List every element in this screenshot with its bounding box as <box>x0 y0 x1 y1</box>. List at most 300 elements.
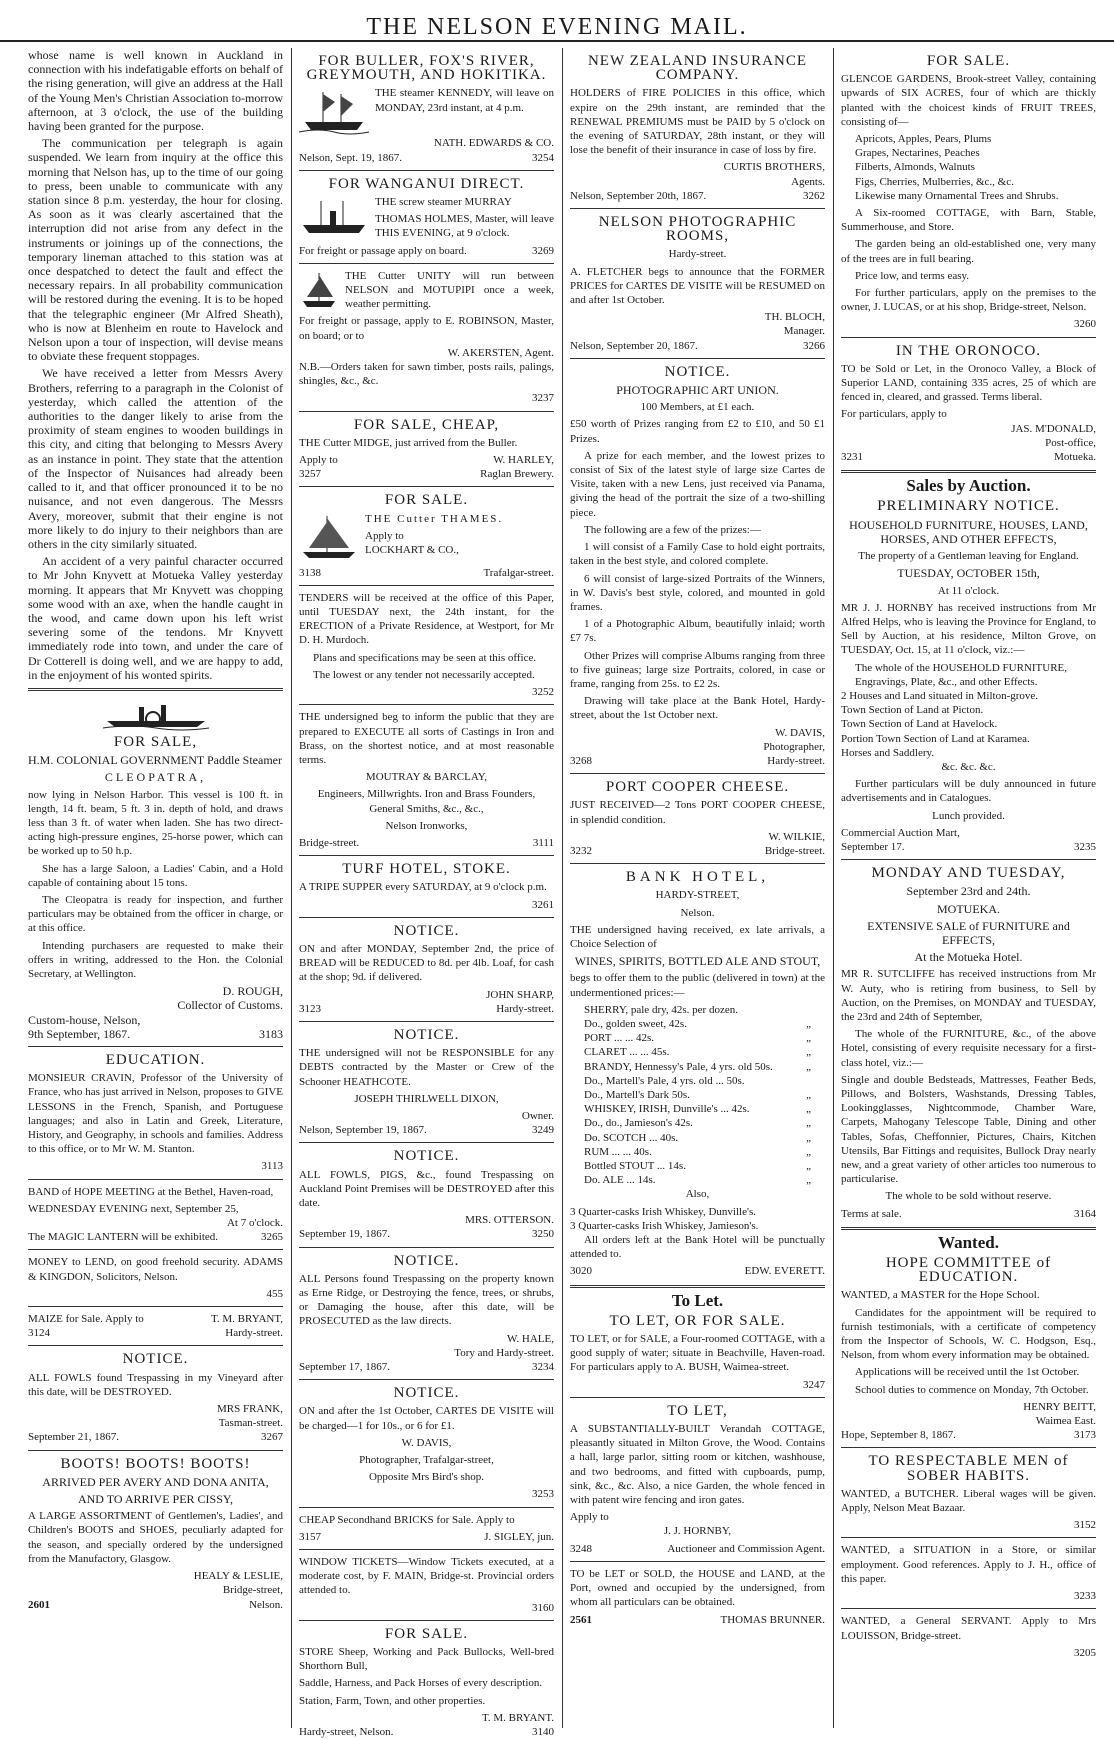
ad-title: NEW ZEALAND INSURANCE COMPANY. <box>587 53 808 84</box>
ad-signature: THOMAS BRUNNER. <box>720 1613 825 1626</box>
ad-signature: Post-office, <box>1045 436 1096 449</box>
divider <box>28 688 283 691</box>
ad-number: 3152 <box>1074 1519 1096 1532</box>
ad-signature: Waimea East. <box>1035 1415 1096 1428</box>
ad-signature: Photographer, <box>763 740 825 753</box>
ad-body: £50 worth of Prizes ranging from £2 to £10, and 50 £1 Prizes. <box>570 418 825 445</box>
divider <box>570 863 825 864</box>
ad-number: 3249 <box>532 1124 554 1137</box>
price-row <box>570 1045 825 1059</box>
ad-number: 3160 <box>532 1601 554 1614</box>
divider <box>841 1608 1096 1609</box>
ad-subtitle: TUESDAY, OCTOBER 15th, <box>897 566 1040 581</box>
divider <box>28 1046 283 1047</box>
ad-signature: HENRY BEITT, <box>1023 1400 1096 1413</box>
ad-subtitle: HARDY-STREET, <box>655 889 740 902</box>
ad-signature: Agents. <box>791 175 825 188</box>
divider <box>28 1450 283 1451</box>
ad-body: MAIZE for Sale. Apply to <box>28 1313 144 1326</box>
ad-signature: HEALY & LESLIE, <box>193 1570 283 1583</box>
divider <box>299 1247 554 1248</box>
ad-address: Hardy-street. <box>767 754 825 767</box>
news-paragraph: We have received a letter from Messrs Avery Brothers, referring to a paragraph in the Colonist of yesterday, which called the attention of the authorities to the danger likely to arise from the proximity of steam engines to wooden buildings in this city, and citing that belonging to Messrs Avery as an instance in point. They state that the attention of the Inspector of Nuisances had already been called to it, and that officer pronounced it to be no nuisance, and not even dangerous. The Messrs Avery, moreover, submit that their engine is not more likely to do injury to their neighbors than are others in the city similarly situated. <box>28 366 283 551</box>
ad-signature: Tory and Hardy-street. <box>454 1346 554 1359</box>
ad-body: MR J. J. HORNBY has received instructions from Mr Alfred Helps, who is leaving the Province for England, to Sell by Auction, at his residence, Milton Grove, on TUESDAY, Oct. 15, at 11 o'clock, viz.:— <box>841 601 1096 657</box>
divider <box>841 470 1096 473</box>
ad-number: 3234 <box>532 1361 554 1374</box>
column-rule <box>562 48 563 1728</box>
ad-date: Nelson, September 20, 1867. <box>570 339 698 352</box>
ad-signature: JOHN SHARP, <box>486 988 554 1001</box>
divider <box>570 1397 825 1398</box>
price-item: Bottled STOUT ... 14s. <box>584 1160 686 1173</box>
ad-line: Also, <box>685 1188 710 1201</box>
news-paragraph: whose name is well known in Auckland in connection with his indefatigable efforts on behalf of the rising generation, will give an address at the Hall of the Young Men's Christian Association to-morrow afternoon, at 3 o'clock, the use of the building having been granted for the purpose. <box>28 48 283 134</box>
ad-address: Trafalgar-street. <box>483 566 554 579</box>
ad-date: Hope, September 8, 1867. <box>841 1429 956 1442</box>
ad-date: Nelson, September 20th, 1867. <box>570 189 707 202</box>
ad-date: 9th September, 1867. <box>28 1026 131 1041</box>
ad-subtitle: Nelson. <box>680 906 715 919</box>
ad-signature: Owner. <box>521 1109 554 1122</box>
ad-title: FOR WANGANUI DIRECT. <box>328 175 525 192</box>
section-heading: Sales by Auction. <box>906 476 1031 496</box>
newspaper-title: THE NELSON EVENING MAIL. <box>366 14 748 40</box>
ditto-mark: „ <box>806 1117 811 1130</box>
ad-subtitle: PHOTOGRAPHIC ART UNION. <box>616 383 779 398</box>
column-rule <box>291 48 292 1728</box>
price-item: CLARET ... ... 45s. <box>584 1046 670 1059</box>
ad-title: TO RESPECTABLE MEN of SOBER HABITS. <box>868 1453 1069 1484</box>
ad-body: MR R. SUTCLIFFE has received instructions from Mr W. Auty, who is retiring from business, to Sell by Auction, on the Premises, on MONDAY and TUESDAY, the 23rd and 24th of September, <box>841 968 1096 1023</box>
ad-signature: Manager. <box>783 325 825 338</box>
column-4 <box>841 48 1096 1728</box>
divider <box>570 358 825 359</box>
ad-date: Nelson, September 19, 1867. <box>299 1124 427 1137</box>
ad-body: Price low, and terms easy. <box>855 269 970 282</box>
divider <box>841 1537 1096 1538</box>
divider <box>299 585 554 586</box>
ad-subtitle: HOUSEHOLD FURNITURE, HOUSES, LAND, HORSES, AND OTHER EFFECTS, <box>849 517 1088 546</box>
ad-signature: W. WILKIE, <box>768 830 825 843</box>
ad-address: Bridge-street. <box>764 844 825 857</box>
divider <box>299 1142 554 1143</box>
ad-signature: W. DAVIS, <box>775 726 825 739</box>
ad-title: PORT COOPER CHEESE. <box>605 779 790 796</box>
price-row <box>570 1116 825 1130</box>
ad-body: WINDOW TICKETS—Window Tickets executed, at a moderate cost, by F. MAIN, Bridge-st. Provincial orders attended to. <box>299 1556 554 1597</box>
ad-line: Photographer, Trafalgar-street, <box>359 1454 494 1467</box>
ad-line: Town Section of Land at Picton. <box>841 704 984 717</box>
divider <box>299 1379 554 1380</box>
news-paragraph: An accident of a very painful character occurred to Mr John Knyvett at Motueka Valley yesterday morning. It appears that Mr Knyvett was chopping some wood with an axe, when the handle caught in the wood, and came down upon his left wrist severing some of the tendons. Mr Knyvett immediately rode into town, and under the care of Dr Cotterell is doing well, and we are happy to add, in the enjoyment of his wonted spirits. <box>28 554 283 682</box>
ad-title: NOTICE. <box>393 1252 460 1269</box>
ad-line: Lunch provided. <box>932 809 1005 822</box>
ad-number: 2561 <box>570 1613 592 1626</box>
ad-body: The whole of the FURNITURE, &c., of the above Hotel, consisting of every requisite necessary for a first-class hotel, viz.:— <box>841 1028 1096 1069</box>
ad-title: IN THE ORONOCO. <box>895 342 1042 359</box>
ad-line: Opposite Mrs Bird's shop. <box>368 1471 485 1484</box>
ad-body: A TRIPE SUPPER every SATURDAY, at 9 o'clock p.m. <box>299 881 547 894</box>
ditto-mark: „ <box>806 1131 811 1144</box>
divider <box>841 337 1096 338</box>
ad-body: For further particulars, apply on the premises to the owner, J. LUCAS, or at his shop, Bridge-street, Nelson. <box>841 287 1096 314</box>
ad-signature: J. J. HORNBY, <box>663 1525 732 1538</box>
price-item: Do., do., Jamieson's 42s. <box>584 1117 693 1130</box>
divider <box>299 1021 554 1022</box>
ad-title: NOTICE. <box>393 922 460 939</box>
price-item: Do., golden sweet, 42s. <box>584 1017 687 1030</box>
ad-body: N.B.—Orders taken for sawn timber, posts rails, palings, shingles, &c., &c. <box>299 361 554 388</box>
ad-body: Candidates for the appointment will be required to furnish testimonials, with a certificate of competency from the Inspector of Schools, W. C. Hodgson, Esq., Nelson, from whom every information may be obtained. <box>841 1306 1096 1362</box>
ad-signature: JOSEPH THIRLWELL DIXON, <box>354 1092 499 1105</box>
ad-title: HOPE COMMITTEE of EDUCATION. <box>885 1255 1052 1286</box>
ad-body: She has a large Saloon, a Ladies' Cabin, and a Hold capable of containing about 15 tons. <box>28 862 283 889</box>
ad-line: Town Section of Land at Havelock. <box>841 718 998 731</box>
ad-title: BANK HOTEL, <box>625 869 770 886</box>
price-item: RUM ... ... 40s. <box>584 1145 652 1158</box>
ad-line: The whole of the HOUSEHOLD FURNITURE, Engravings, Plate, &c., and other Effects. <box>855 661 1068 688</box>
ad-signature: EDW. EVERETT. <box>744 1265 825 1278</box>
ad-address: Motueka. <box>1054 451 1096 464</box>
ad-signature: W. HALE, <box>507 1332 554 1345</box>
divider <box>841 1227 1096 1230</box>
divider <box>299 170 554 171</box>
divider <box>28 1345 283 1346</box>
ad-number: 3233 <box>1074 1590 1096 1603</box>
ad-body: TENDERS will be received at the office of this Paper, until TUESDAY next, the 24th instant, for the ERECTION of a Private Residence, at Westport, for Mr D. H. Murdoch. <box>299 591 554 647</box>
divider <box>299 917 554 918</box>
price-item: SHERRY, pale dry, 42s. per dozen. <box>584 1003 738 1016</box>
ad-number: 3235 <box>1074 840 1096 853</box>
ad-signature: LOCKHART & CO., <box>365 544 459 557</box>
ad-number: 3231 <box>841 451 863 464</box>
cutter-icon <box>299 271 339 311</box>
ad-line: Terms at sale. <box>841 1207 902 1220</box>
ad-line: &c. &c. &c. <box>941 760 996 773</box>
ad-body: ALL FOWLS found Trespassing in my Vineyard after this date, will be DESTROYED. <box>28 1371 283 1398</box>
divider <box>299 855 554 856</box>
ad-number: 3237 <box>532 392 554 405</box>
ad-signature: JAS. M'DONALD, <box>1011 422 1096 435</box>
ad-body: School duties to commence on Monday, 7th October. <box>855 1383 1089 1396</box>
ad-number: 3124 <box>28 1327 50 1340</box>
ad-date: September 17. <box>841 840 905 853</box>
ad-title: MONDAY AND TUESDAY, <box>871 865 1066 882</box>
ad-body: BAND of HOPE MEETING at the Bethel, Haven-road, <box>28 1185 274 1198</box>
ad-signature: J. SIGLEY, jun. <box>484 1530 554 1543</box>
ad-title: FOR SALE, <box>113 733 198 750</box>
ad-number: 3205 <box>1074 1646 1096 1659</box>
column-3 <box>570 48 825 1728</box>
price-item: PORT ... ... 42s. <box>584 1032 655 1045</box>
price-row <box>570 1145 825 1159</box>
ad-line: 3 Quarter-casks Irish Whiskey, Dunville's. <box>570 1205 756 1218</box>
ad-number: 3266 <box>803 339 825 352</box>
ad-body: Other Prizes will comprise Albums ranging from three to five guineas; large size Portraits, colored, in case or frame, ranging from 25s. to £2 2s. <box>570 649 825 690</box>
ad-address: Raglan Brewery. <box>480 468 554 481</box>
ad-subtitle: The property of a Gentleman leaving for England. <box>858 550 1079 563</box>
ad-line: 3 Quarter-casks Irish Whiskey, Jamieson's. <box>570 1219 759 1232</box>
ad-number: 3267 <box>261 1431 283 1444</box>
ad-body: HOLDERS of FIRE POLICIES in this office, which expire on the 29th instant, are reminded that the RENEWAL PREMIUMS must be PAID by 5 o'clock on the evening of SATURDAY, 28th instant, or they will lose the benefit of their insurance in case of loss by fire. <box>570 87 825 157</box>
divider <box>841 1447 1096 1448</box>
ad-line: Figs, Cherries, Mulberries, &c., &c. <box>855 175 1014 188</box>
ad-line: The MAGIC LANTERN will be exhibited. <box>28 1231 219 1244</box>
ad-body: The garden being an old-established one, very many of the trees are in full bearing. <box>841 238 1096 265</box>
price-row <box>570 1017 825 1031</box>
price-row <box>570 1060 825 1074</box>
sailing-cutter-icon <box>299 514 359 564</box>
ad-signature: T. M. BRYANT. <box>481 1711 554 1724</box>
ad-title: EDUCATION. <box>105 1052 206 1068</box>
ad-body: Applications will be received until the 1st October. <box>855 1366 1080 1379</box>
divider <box>299 1620 554 1621</box>
divider <box>570 208 825 209</box>
price-item: BRANDY, Hennessy's Pale, 4 yrs. old 50s. <box>584 1060 773 1073</box>
ad-title: NOTICE. <box>664 363 731 380</box>
ad-number: 2601 <box>28 1598 50 1611</box>
ad-subtitle: MOTUEKA. <box>937 901 1000 916</box>
ad-signature: MRS FRANK, <box>216 1403 283 1416</box>
ad-body: Further particulars will be duly announced in future advertisements and in Catalogues. <box>841 778 1096 805</box>
ad-body: WANTED, a General SERVANT. Apply to Mrs LOUISSON, Bridge-street. <box>841 1615 1096 1642</box>
column-rule <box>833 48 834 1728</box>
price-item: Do. SCOTCH ... 40s. <box>584 1131 679 1144</box>
ad-line: Portion Town Section of Land at Karamea. <box>841 732 1030 745</box>
ad-body: The lowest or any tender not necessarily accepted. <box>313 668 535 681</box>
ad-number: 3260 <box>1074 318 1096 331</box>
ad-number: 3138 <box>299 566 321 579</box>
ad-signature: T. M. BRYANT, <box>210 1313 283 1326</box>
ad-line: WEDNESDAY EVENING next, September 25, <box>28 1202 239 1215</box>
ad-number: 3157 <box>299 1530 321 1543</box>
ad-body: WANTED, a MASTER for the Hope School. <box>841 1289 1040 1302</box>
divider <box>299 411 554 412</box>
ad-title: FOR SALE. <box>384 492 469 509</box>
ad-body: ON and after the 1st October, CARTES DE VISITE will be charged—1 for 10s., or 6 for £1. <box>299 1405 554 1432</box>
ad-body: A. FLETCHER begs to announce that the FORMER PRICES for CARTES DE VISITE will be RESUMED on and after 1st October. <box>570 265 825 307</box>
ad-address: Hardy-street, Nelson. <box>299 1726 394 1739</box>
steamer-icon <box>299 197 369 237</box>
ad-signature: MRS. OTTERSON. <box>465 1214 554 1227</box>
ad-body: Likewise many Ornamental Trees and Shrubs. <box>855 189 1059 202</box>
ad-title: NOTICE. <box>122 1351 189 1368</box>
ad-date: September 17, 1867. <box>299 1361 391 1374</box>
divider <box>299 263 554 264</box>
ad-signature: CURTIS BROTHERS, <box>723 161 825 174</box>
price-row <box>570 1074 825 1088</box>
ad-title: FOR BULLER, FOX'S RIVER, GREYMOUTH, AND HOKITIKA. <box>306 53 547 84</box>
ad-body: A LARGE ASSORTMENT of Gentlemen's, Ladies', and Children's BOOTS and SHOES, peculiarly adapted for the season, and specially ordered by the undersigned from the Manufactory, Glasgow. <box>28 1510 283 1565</box>
ad-title: FOR SALE. <box>384 1625 469 1642</box>
ad-body: Station, Farm, Town, and other properties. <box>299 1694 486 1707</box>
ad-line: Engineers, Millwrights. Iron and Brass Founders, General Smiths, &c., &c., <box>317 788 536 815</box>
divider <box>299 486 554 487</box>
ad-signature: MOUTRAY & BARCLAY, <box>365 771 488 784</box>
ad-body: THE steamer KENNEDY, will leave on MONDAY, 23rd instant, at 4 p.m. <box>375 87 554 114</box>
ad-line: Apply to <box>570 1511 609 1524</box>
ad-body: Plans and specifications may be seen at this office. <box>313 651 537 664</box>
ad-body: A prize for each member, and the lowest prizes to consist of Six of the latest style of large size Cartes de Visite, taken with a new Lens, just received via Panama, giving the head of the portrait the size of a two-shilling piece. <box>570 449 825 519</box>
ad-subtitle: At 11 o'clock. <box>937 584 1000 597</box>
ad-body: WANTED, a SITUATION in a Store, or similar employment. Good references. Apply to J. H., office of this paper. <box>841 1544 1096 1585</box>
ad-number: 3173 <box>1074 1429 1096 1442</box>
ad-title: BOOTS! BOOTS! BOOTS! <box>60 1455 251 1472</box>
ad-subtitle: ARRIVED PER AVERY AND DONA ANITA, <box>42 1474 269 1489</box>
ad-signature: Collector of Customs. <box>177 998 283 1013</box>
ad-subtitle: 100 Members, at £1 each. <box>640 401 755 414</box>
ad-body: The Cleopatra is ready for inspection, and further particulars may be obtained from the officer in charge, or at this office. <box>28 893 283 935</box>
ad-body: THE undersigned beg to inform the public that they are prepared to EXECUTE all sorts of Castings in Iron and Brass, on the shortest notice, and at most reasonable terms. <box>299 711 554 766</box>
ditto-mark: „ <box>806 1174 811 1187</box>
ad-line: Nelson Ironworks, <box>385 819 468 832</box>
ad-title: TURF HOTEL, STOKE. <box>342 861 511 878</box>
ad-body: A Six-roomed COTTAGE, with Barn, Stable, Summerhouse, and Store. <box>841 207 1096 234</box>
ad-body: THOMAS HOLMES, Master, will leave THIS EVENING, at 9 o'clock. <box>375 213 554 240</box>
ad-number: 3248 <box>570 1542 592 1555</box>
ad-subtitle: EXTENSIVE SALE of FURNITURE and EFFECTS, <box>867 918 1070 947</box>
divider <box>299 1507 554 1508</box>
ad-line: The whole to be sold without reserve. <box>885 1190 1052 1203</box>
ad-title: NOTICE. <box>393 1385 460 1402</box>
price-row <box>570 1173 825 1187</box>
ad-body: All orders left at the Bank Hotel will be punctually attended to. <box>570 1234 825 1261</box>
ad-title: NOTICE. <box>393 1148 460 1165</box>
price-row <box>570 1031 825 1045</box>
ad-title: NOTICE. <box>393 1026 460 1043</box>
divider <box>28 1306 283 1307</box>
sailing-ship-icon <box>299 88 369 134</box>
divider <box>570 1285 825 1288</box>
ad-body: Single and double Bedsteads, Mattresses, Feather Beds, Pillows, and Bolsters, Washstands, Dressing Tables, Lookingglasses, Nightcommode, Chamber Ware, Carpets, Mahogany Telescope Table, Dining and other Tables, Sofas, Cheffonnier, Pictures, Chairs, Kitchen Utensils, Bar Fittings and requisites, Bullock Dray nearly new, and a great variety of other articles too numerous to particularise. <box>841 1073 1096 1186</box>
ad-address: Tasman-street. <box>218 1417 283 1430</box>
ad-date: September 19, 1867. <box>299 1228 391 1241</box>
ad-number: 3253 <box>532 1488 554 1501</box>
ad-address: Bridge-street, <box>222 1584 283 1597</box>
ad-body: TO LET, or for SALE, a Four-roomed COTTAGE, with a good supply of water; situate in Beachville, Haven-road. For particulars apply to A. BUSH, Waimea-street. <box>570 1333 825 1374</box>
ad-number: 3183 <box>259 1026 283 1041</box>
price-item: WHISKEY, IRISH, Dunville's ... 42s. <box>584 1103 750 1116</box>
price-row <box>570 1003 825 1017</box>
ad-number: 3257 <box>299 468 321 481</box>
ad-address: Hardy-street. <box>225 1327 283 1340</box>
ad-address: Hardy-street. <box>496 1002 554 1015</box>
ad-body: THE Cutter UNITY will run between NELSON and MOTUPIPI once a week, weather permitting. <box>345 269 554 311</box>
ad-line: Apply to <box>299 454 338 467</box>
ad-subtitle: At the Motueka Hotel. <box>914 950 1023 965</box>
ad-body: now lying in Nelson Harbor. This vessel is 100 ft. in length, 14 ft. beam, 5 ft. 3 in. depth of hold, and draws less than 3 ft. of water when laden. She has two direct-acting high-pressure engines, 25-horse power, which can be worked up to 50 h.p. <box>28 788 283 858</box>
ad-line: At 7 o'clock. <box>226 1217 283 1230</box>
ad-body: Drawing will take place at the Bank Hotel, Hardy-street, about the 1st October next. <box>570 695 825 722</box>
ad-body: ALL Persons found Trespassing on the property known as Erne Ridge, or Destroying the fence, trees, or shrubs, or Damaging the house, after this date, will be PROSECUTED as the law directs. <box>299 1272 554 1328</box>
ad-number: 3020 <box>570 1265 592 1278</box>
ad-line: 2 Houses and Land situated in Milton-grove. <box>841 689 1039 702</box>
ad-signature: D. ROUGH, <box>222 984 283 999</box>
ad-body: 6 will consist of large-sized Portraits of the Winners, in W. Davis's best style, colored, and mounted in gold frames. <box>570 572 825 613</box>
price-row <box>570 1159 825 1173</box>
ad-place: Custom-house, Nelson, <box>28 1012 141 1027</box>
ditto-mark: „ <box>806 1032 811 1045</box>
price-item: Do. ALE ... 14s. <box>584 1174 656 1187</box>
paddle-steamer-icon <box>101 697 211 729</box>
ad-body: A SUBSTANTIALLY-BUILT Verandah COTTAGE, pleasantly situated in Milton Grove, the Wood. Contains a hall, large parlor, sitting room or kitchen, washhouse, and two bedrooms, and fitted with cupboards, pump, sink, &c., &c. Also, a nice Garden, the whole fenced in with patent wire fencing and iron gates. <box>570 1423 825 1507</box>
ad-date: September 21, 1867. <box>28 1431 120 1444</box>
ad-subtitle: September 23rd and 24th. <box>906 884 1031 899</box>
ad-number: 3232 <box>570 844 592 857</box>
ad-line: Horses and Saddlery. <box>841 746 935 759</box>
ditto-mark: „ <box>806 1017 811 1030</box>
column-1 <box>28 48 283 1728</box>
ad-number: 3252 <box>532 686 554 699</box>
ad-body: MONEY to LEND, on good freehold security. ADAMS & KINGDON, Solicitors, Nelson. <box>28 1256 283 1283</box>
ad-line: For particulars, apply to <box>841 408 947 421</box>
ad-number: 3261 <box>532 898 554 911</box>
ad-title: NELSON PHOTOGRAPHIC ROOMS, <box>598 214 797 245</box>
price-row <box>570 1131 825 1145</box>
ship-name: CLEOPATRA, <box>104 770 207 785</box>
ad-body: MONSIEUR CRAVIN, Professor of the University of France, who has just arrived in Nelson, proposes to GIVE LESSONS in the French, Spanish, and Portuguese languages; and also in Latin and Greek, Literature, History, and Geography, in schools and families. Address to this office, or to Mr W. M. Stanton. <box>28 1072 283 1156</box>
divider <box>299 704 554 705</box>
ad-number: 3265 <box>261 1231 283 1244</box>
section-heading: Wanted. <box>938 1232 999 1252</box>
ad-number: 3113 <box>261 1160 283 1173</box>
ad-body: THE undersigned will not be RESPONSIBLE for any DEBTS contracted by the Master or Crew of the Schooner HEATHCOTE. <box>299 1047 554 1088</box>
ad-body: WANTED, a BUTCHER. Liberal wages will be given. Apply, Nelson Meat Bazaar. <box>841 1487 1096 1515</box>
price-item: Do., Martell's Pale, 4 yrs. old ... 50s. <box>584 1074 745 1087</box>
ad-body: THE Cutter MIDGE, just arrived from the Buller. <box>299 436 518 449</box>
ditto-mark: „ <box>806 1103 811 1116</box>
ditto-mark: „ <box>806 1160 811 1173</box>
ad-body: The following are a few of the prizes:— <box>584 523 761 536</box>
ad-signature: NATH. EDWARDS & CO. <box>433 137 554 150</box>
ad-body: ON and after MONDAY, September 2nd, the price of BREAD will be REDUCED to 8d. per 4lb. Loaf, for cash at the shop; 9d. if delivered. <box>299 942 554 984</box>
ad-body: 1 will consist of a Family Case to hold eight portraits, taken in the best style, and colored complete. <box>570 541 825 568</box>
ad-number: 3254 <box>532 151 554 164</box>
ad-line: For freight or passage apply on board. <box>299 244 467 257</box>
ditto-mark: „ <box>806 1046 811 1059</box>
ad-number: 3262 <box>803 189 825 202</box>
ad-title: TO LET, <box>667 1402 728 1419</box>
ad-body: ALL FOWLS, PIGS, &c., found Trespassing on Auckland Point Premises will be DESTROYED after this date. <box>299 1168 554 1209</box>
ad-title: FOR SALE. <box>926 53 1011 69</box>
ad-subtitle: WINES, SPIRITS, BOTTLED ALE AND STOUT, <box>574 954 821 969</box>
ad-title: PRELIMINARY NOTICE. <box>877 498 1060 515</box>
ditto-mark: „ <box>806 1060 811 1073</box>
ad-body: 1 of a Photographic Album, beautifully inlaid; worth £7 7s. <box>570 618 825 645</box>
ad-number: 3111 <box>532 836 554 849</box>
price-item: Do., Martell's Dark 50s. <box>584 1089 690 1101</box>
divider <box>28 1179 283 1180</box>
divider <box>841 859 1096 860</box>
ad-body: THE screw steamer MURRAY <box>375 196 512 209</box>
ad-place: Nelson. <box>249 1598 283 1611</box>
ad-number: 455 <box>266 1287 283 1300</box>
ad-body: TO be LET or SOLD, the HOUSE and LAND, at the Port, owned and occupied by the undersigned, from whom all particulars can be obtained. <box>570 1567 825 1609</box>
ad-line: Filberts, Almonds, Walnuts <box>855 161 975 174</box>
masthead <box>0 0 1114 42</box>
ad-number: 3140 <box>532 1726 554 1739</box>
ad-date: Nelson, Sept. 19, 1867. <box>299 151 402 164</box>
ad-body: For freight or passage, apply to E. ROBINSON, Master, on board; or to <box>299 315 554 342</box>
news-paragraph: The communication per telegraph is again suspended. We learn from inquiry at the office this morning that Nelson has, up to the time of our going to press, been unable to communicate with any station since 8 p.m. yesterday, the hour for closing. As soon as it was clearly ascertained that the interruption did not arise from any defect in the instruments or joinings up of the connections, the temporary lineman attached to this station was at once despatched to detect the fault and effect the necessary repairs. In all probability communication will be restored during the evening. It is to be hoped that the telegraphic engineer (Mr Alfred Sheath), who is now at Blenheim en route to Havelock and Nelson upon a tour of inspection, will devise means to obviate these frequent stoppages. <box>28 136 283 364</box>
ad-line: Apricots, Apples, Pears, Plums <box>855 133 992 146</box>
divider <box>570 773 825 774</box>
ditto-mark: „ <box>806 1089 811 1101</box>
ad-number: 3123 <box>299 1002 321 1015</box>
ad-signature: W. DAVIS, <box>401 1436 452 1449</box>
column-2 <box>299 48 554 1739</box>
